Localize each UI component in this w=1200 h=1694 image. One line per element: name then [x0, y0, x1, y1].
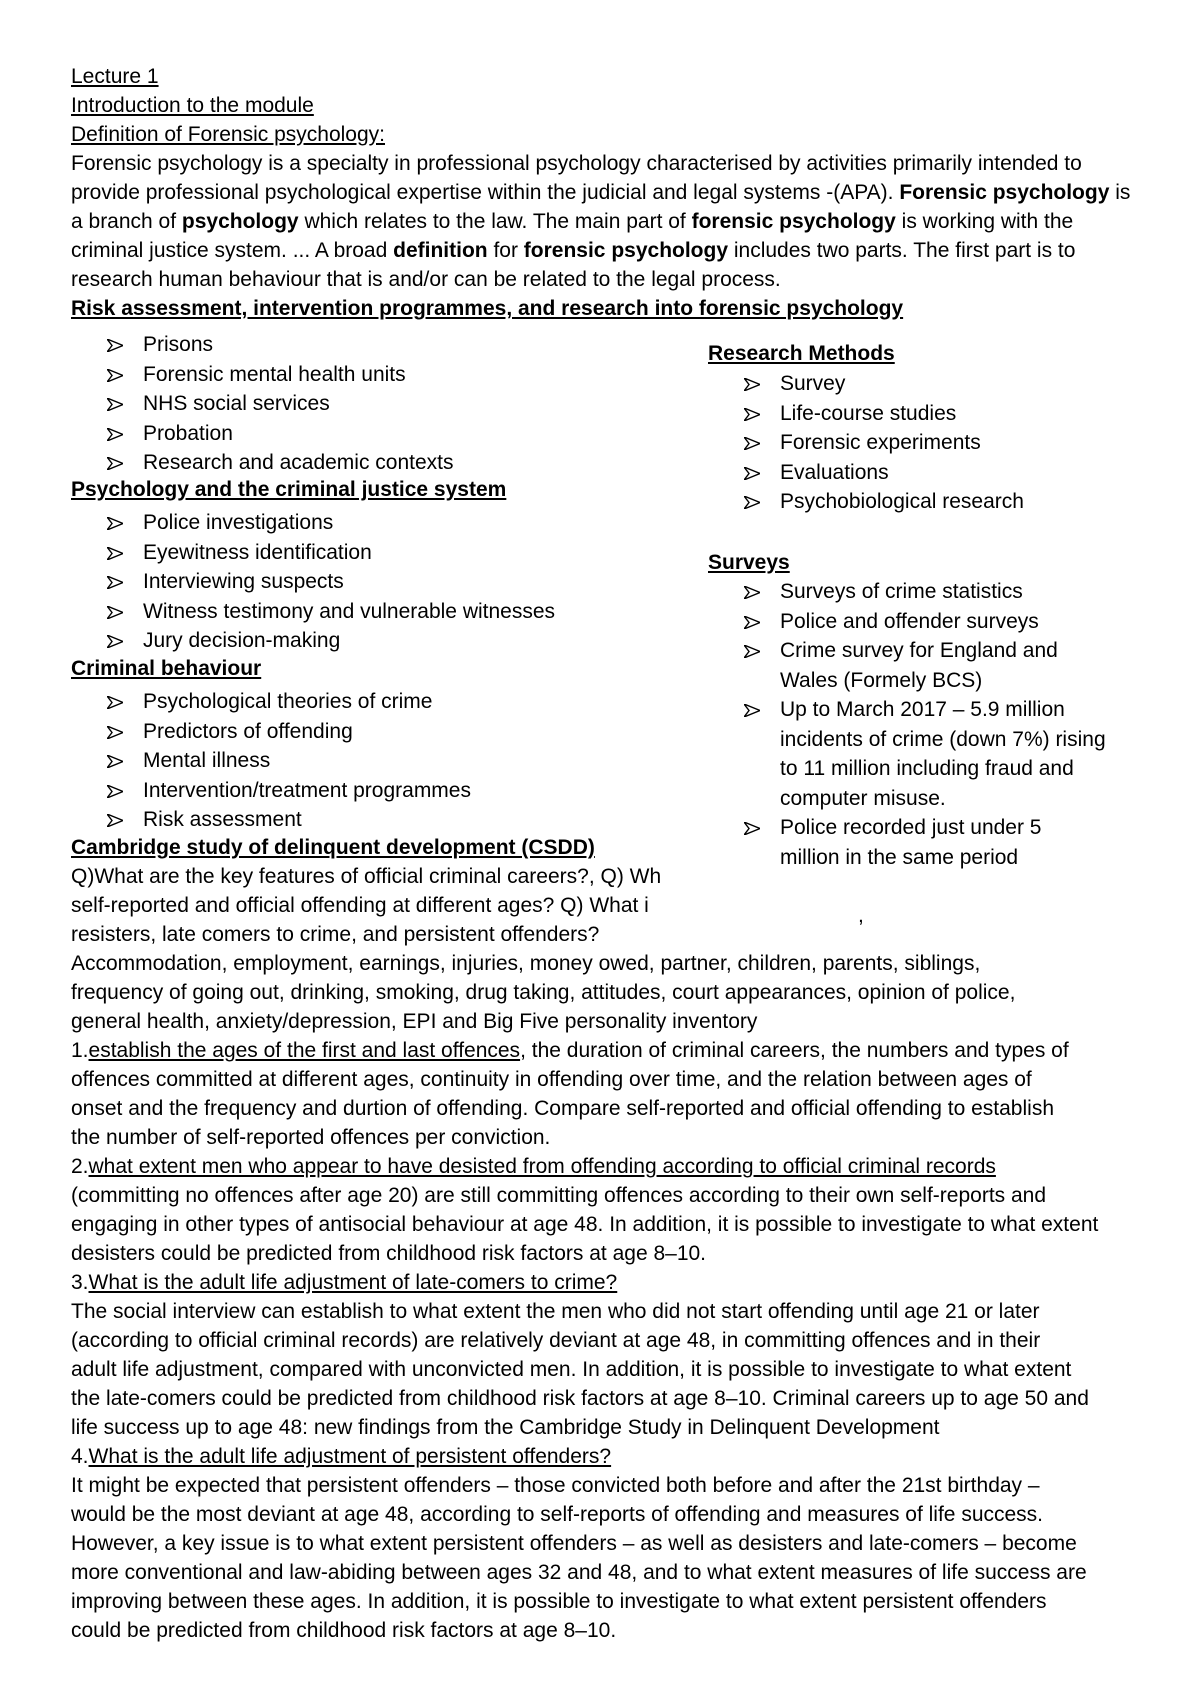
- point-3-line-1: 3.What is the adult life adjustment of late-comers to crime?: [71, 1271, 618, 1294]
- point-3-line-5: the late-comers could be predicted from childhood risk factors at age 8–10. Criminal careers up to age 50 and: [71, 1387, 1089, 1410]
- point-3-line-3: (according to official criminal records) are relatively deviant at age 48, in committing offences and in their: [71, 1329, 1041, 1352]
- arrow-bullet-icon: [744, 487, 772, 519]
- arrow-bullet-icon: [744, 369, 772, 401]
- arrow-bullet-icon: [107, 597, 135, 629]
- list-item: Psychological theories of crime: [107, 687, 471, 717]
- list-item: Forensic experiments: [744, 428, 1024, 458]
- point-3-line-6: life success up to age 48: new findings from the Cambridge Study in Delinquent Development: [71, 1416, 940, 1439]
- list-item: Mental illness: [107, 746, 471, 776]
- arrow-bullet-icon: [107, 717, 135, 749]
- arrow-bullet-icon: [107, 746, 135, 778]
- arrow-bullet-icon: [107, 389, 135, 421]
- list-item: Police investigations: [107, 508, 555, 538]
- point-3-line-4: adult life adjustment, compared with unconvicted men. In addition, it is possible to investigate to what extent: [71, 1358, 1072, 1381]
- research-methods-heading: Research Methods: [708, 342, 895, 365]
- arrow-bullet-icon: [744, 636, 772, 668]
- arrow-bullet-icon: [107, 538, 135, 570]
- csdd-question-1: Q)What are the key features of official criminal careers?, Q) Wh: [71, 865, 662, 888]
- arrow-bullet-icon: [107, 776, 135, 808]
- definition-heading: Definition of Forensic psychology:: [71, 123, 385, 146]
- list-item: Witness testimony and vulnerable witnesses: [107, 597, 555, 627]
- point-1-line-4: the number of self-reported offences per conviction.: [71, 1126, 551, 1149]
- list-item: Police and offender surveys: [744, 607, 1106, 637]
- risk-list: [107, 330, 454, 478]
- point-1-line-2: offences committed at different ages, continuity in offending over time, and the relation between ages of: [71, 1068, 1032, 1091]
- point-4-line-1: 4.What is the adult life adjustment of persistent offenders?: [71, 1445, 612, 1468]
- arrow-bullet-icon: [107, 567, 135, 599]
- point-2-line-3: engaging in other types of antisocial behaviour at age 48. In addition, it is possible to investigate to what extent: [71, 1213, 1099, 1236]
- criminal-heading: Criminal behaviour: [71, 657, 262, 680]
- arrow-bullet-icon: [744, 428, 772, 460]
- point-4-line-7: could be predicted from childhood risk factors at age 8–10.: [71, 1619, 617, 1642]
- point-3-line-2: The social interview can establish to what extent the men who did not start offending until age 21 or later: [71, 1300, 1040, 1323]
- risk-heading: Risk assessment, intervention programmes, and research into forensic psychology: [71, 297, 904, 320]
- list-item: Life-course studies: [744, 399, 1024, 429]
- arrow-bullet-icon: [744, 607, 772, 639]
- definition-line-3: a branch of psychology which relates to the law. The main part of forensic psychology is working with the: [71, 210, 1074, 233]
- list-item: Risk assessment: [107, 805, 471, 835]
- arrow-bullet-icon: [107, 360, 135, 392]
- list-item: Eyewitness identification: [107, 538, 555, 568]
- list-item: Forensic mental health units: [107, 360, 454, 390]
- list-item: Surveys of crime statistics: [744, 577, 1106, 607]
- surveys-list: [744, 577, 1106, 872]
- cjs-list: [107, 508, 555, 656]
- point-4-line-6: improving between these ages. In addition, it is possible to investigate to what extent persistent offenders: [71, 1590, 1047, 1613]
- list-item: Jury decision-making: [107, 626, 555, 656]
- arrow-bullet-icon: [744, 399, 772, 431]
- arrow-bullet-icon: [107, 330, 135, 362]
- list-item: Intervention/treatment programmes: [107, 776, 471, 806]
- research-methods-list: [744, 369, 1024, 517]
- point-2-line-2: (committing no offences after age 20) are still committing offences according to their own self-reports and: [71, 1184, 1047, 1207]
- definition-line-4: criminal justice system. ... A broad definition for forensic psychology includes two parts. The first part is to: [71, 239, 1076, 262]
- point-2-line-4: desisters could be predicted from childhood risk factors at age 8–10.: [71, 1242, 707, 1265]
- arrow-bullet-icon: [744, 577, 772, 609]
- list-item: Evaluations: [744, 458, 1024, 488]
- point-2-line-1: 2.what extent men who appear to have desisted from offending according to official criminal records: [71, 1155, 996, 1178]
- intro-heading: Introduction to the module: [71, 94, 314, 117]
- arrow-bullet-icon: [744, 813, 772, 845]
- list-item: Up to March 2017 – 5.9 million incidents of crime (down 7%) rising to 11 million including fraud and computer misuse.: [744, 695, 1106, 813]
- list-item: Probation: [107, 419, 454, 449]
- stray-comma: ,: [858, 904, 864, 927]
- arrow-bullet-icon: [107, 508, 135, 540]
- cjs-heading: Psychology and the criminal justice system: [71, 478, 507, 501]
- surveys-heading: Surveys: [708, 551, 790, 574]
- csdd-question-2: self-reported and official offending at different ages? Q) What i: [71, 894, 649, 917]
- point-1-line-1: 1.establish the ages of the first and last offences, the duration of criminal careers, the numbers and types of: [71, 1039, 1069, 1062]
- csdd-variables-3: general health, anxiety/depression, EPI and Big Five personality inventory: [71, 1010, 758, 1033]
- point-4-line-3: would be the most deviant at age 48, according to self-reports of offending and measures of life success.: [71, 1503, 1044, 1526]
- point-4-line-2: It might be expected that persistent offenders – those convicted both before and after the 21st birthday –: [71, 1474, 1040, 1497]
- csdd-question-3: resisters, late comers to crime, and persistent offenders?: [71, 923, 600, 946]
- list-item: Predictors of offending: [107, 717, 471, 747]
- list-item: Psychobiological research: [744, 487, 1024, 517]
- list-item: NHS social services: [107, 389, 454, 419]
- csdd-variables-2: frequency of going out, drinking, smoking, drug taking, attitudes, court appearances, opinion of police,: [71, 981, 1016, 1004]
- list-item: Interviewing suspects: [107, 567, 555, 597]
- list-item: Police recorded just under 5 million in the same period: [744, 813, 1106, 872]
- definition-line-1: Forensic psychology is a specialty in professional psychology characterised by activities primarily intended to: [71, 152, 1082, 175]
- definition-line-2: provide professional psychological expertise within the judicial and legal systems -(APA). Forensic psychology is: [71, 181, 1131, 204]
- point-4-line-5: more conventional and law-abiding between ages 32 and 48, and to what extent measures of life success are: [71, 1561, 1087, 1584]
- list-item: Prisons: [107, 330, 454, 360]
- arrow-bullet-icon: [107, 687, 135, 719]
- arrow-bullet-icon: [107, 805, 135, 837]
- arrow-bullet-icon: [107, 626, 135, 658]
- csdd-variables-1: Accommodation, employment, earnings, injuries, money owed, partner, children, parents, siblings,: [71, 952, 981, 975]
- arrow-bullet-icon: [744, 695, 772, 727]
- point-1-line-3: onset and the frequency and durtion of offending. Compare self-reported and official offending to establish: [71, 1097, 1055, 1120]
- definition-line-5: research human behaviour that is and/or can be related to the legal process.: [71, 268, 781, 291]
- arrow-bullet-icon: [744, 458, 772, 490]
- lecture-title: Lecture 1: [71, 65, 159, 88]
- arrow-bullet-icon: [107, 419, 135, 451]
- list-item: Crime survey for England and Wales (Formely BCS): [744, 636, 1106, 695]
- list-item: Survey: [744, 369, 1024, 399]
- point-4-line-4: However, a key issue is to what extent persistent offenders – as well as desisters and late-comers – become: [71, 1532, 1077, 1555]
- criminal-list: [107, 687, 471, 835]
- list-item: Research and academic contexts: [107, 448, 454, 478]
- csdd-heading: Cambridge study of delinquent development (CSDD): [71, 836, 595, 859]
